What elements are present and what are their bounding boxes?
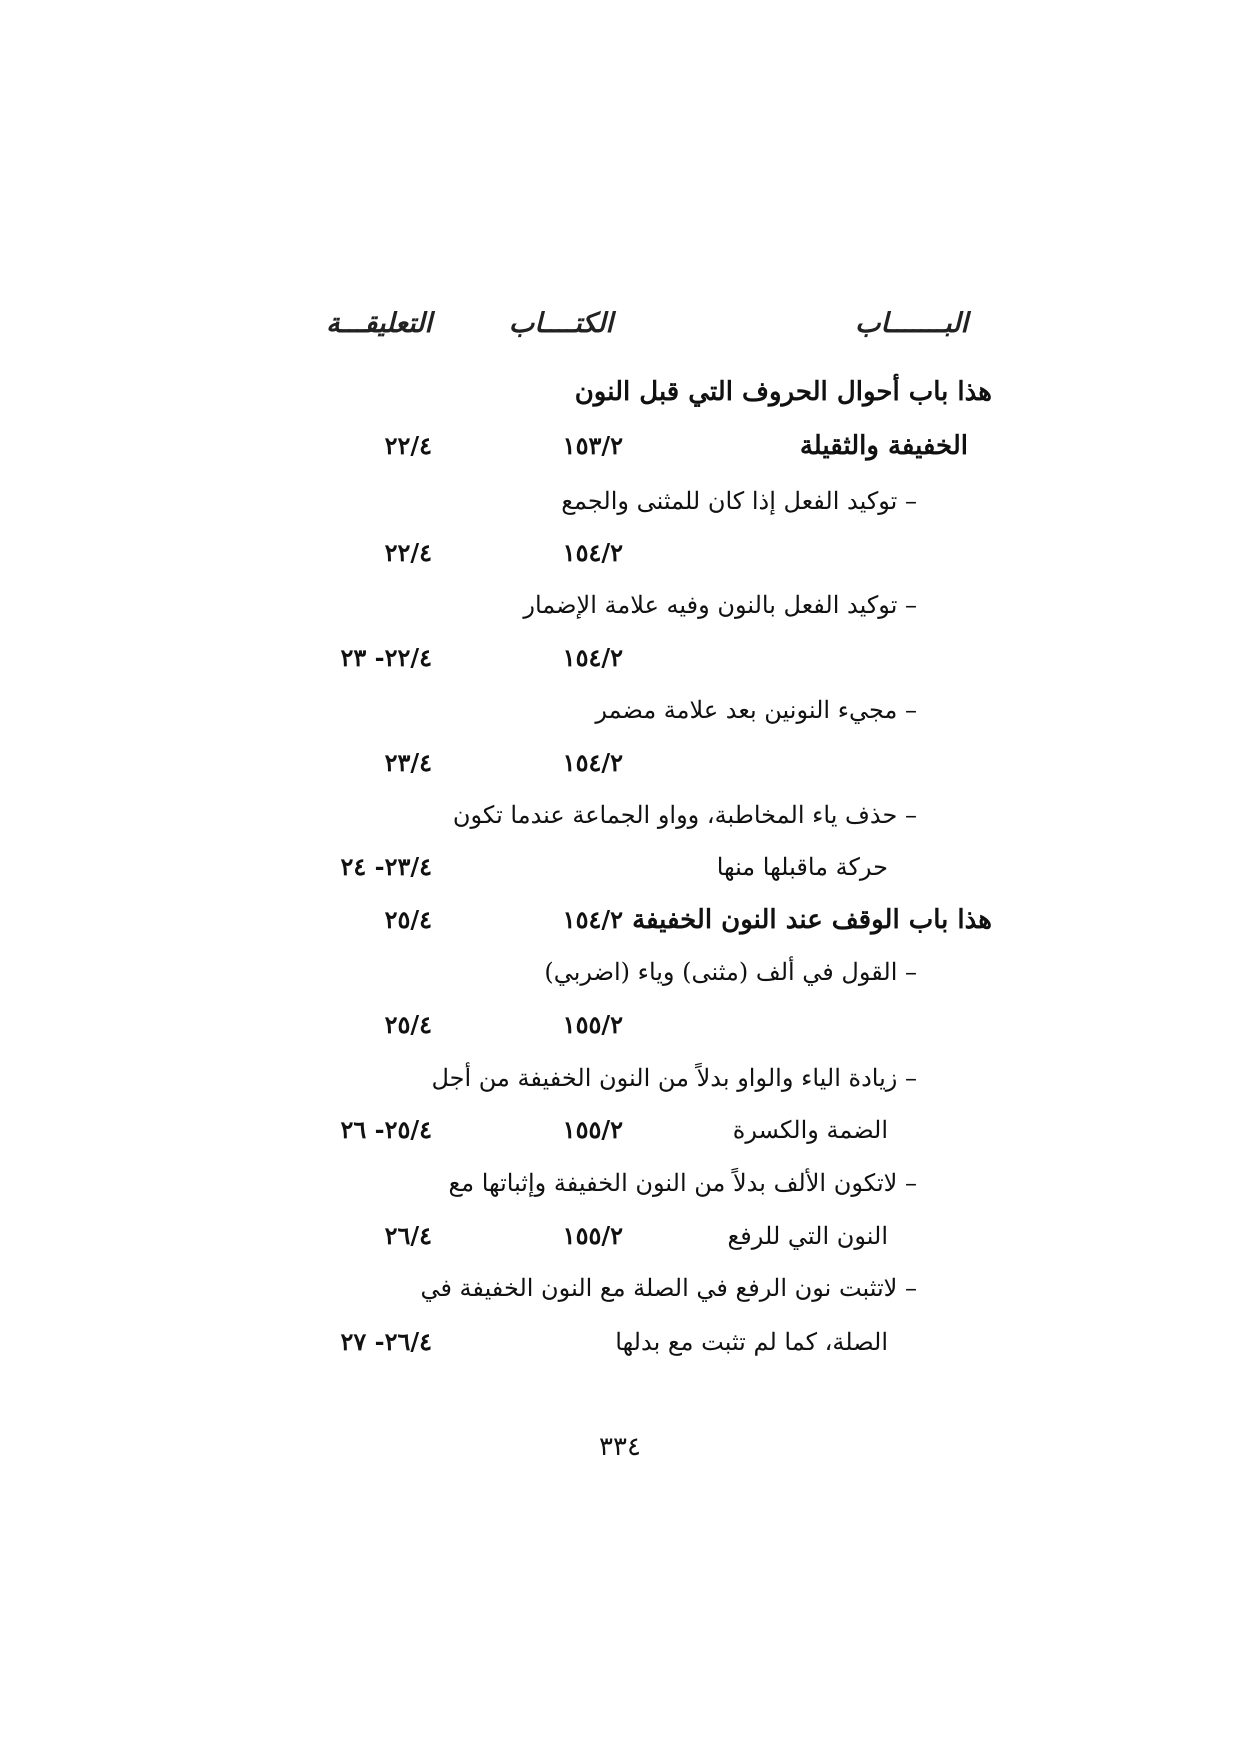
- index-row: [0, 479, 1240, 523]
- index-row: [0, 636, 1240, 680]
- kitab-ref: ١٥٤/٢: [562, 905, 623, 934]
- index-row: [0, 1266, 1240, 1310]
- kitab-ref: ١٥٥/٢: [562, 1010, 623, 1039]
- taliqa-ref: ٢٦/٤: [384, 1221, 432, 1250]
- taliqa-ref: ٢٥/٤- ٢٦: [340, 1115, 432, 1144]
- entry-text: – مجيء النونين بعد علامة مضمر: [595, 696, 917, 724]
- entry-text: – توكيد الفعل إذا كان للمثنى والجمع: [561, 487, 917, 515]
- entry-title: الخفيفة والثقيلة: [799, 431, 968, 461]
- taliqa-ref: ٢٦/٤- ٢٧: [340, 1327, 432, 1356]
- entry-text: – زيادة الياء والواو بدلاً من النون الخفيفة من أجل: [431, 1064, 917, 1092]
- taliqa-ref: ٢٢/٤- ٢٣: [340, 643, 432, 672]
- taliqa-ref: ٢٣/٤- ٢٤: [340, 852, 432, 881]
- entry-text: – حذف ياء المخاطبة، وواو الجماعة عندما تكون: [452, 801, 917, 829]
- entry-text: – توكيد الفعل بالنون وفيه علامة الإضمار: [523, 591, 917, 619]
- index-row: [0, 531, 1240, 575]
- taliqa-ref: ٢٥/٤: [384, 905, 432, 934]
- column-header-bab: البـــــــاب: [855, 308, 968, 339]
- taliqa-ref: ٢٢/٤: [384, 431, 432, 460]
- kitab-ref: ١٥٥/٢: [562, 1221, 623, 1250]
- entry-text: الصلة، كما لم تثبت مع بدلها: [615, 1328, 888, 1356]
- index-row: [0, 370, 1240, 414]
- taliqa-ref: ٢٢/٤: [384, 538, 432, 567]
- entry-text: – لاتثبت نون الرفع في الصلة مع النون الخفيفة في: [420, 1274, 917, 1302]
- index-row: [0, 845, 1240, 889]
- kitab-ref: ١٥٤/٢: [562, 748, 623, 777]
- kitab-ref: ١٥٤/٢: [562, 643, 623, 672]
- index-row: [0, 583, 1240, 627]
- index-row: [0, 950, 1240, 994]
- page-number: ٣٣٤: [599, 1432, 641, 1462]
- entry-text: النون التي للرفع: [727, 1222, 888, 1250]
- index-row: [0, 1161, 1240, 1205]
- index-row: [0, 1056, 1240, 1100]
- entry-text: – القول في ألف (مثنى) وياء (اضربي): [544, 958, 917, 986]
- column-header-kitab: الكتــــاب: [508, 308, 613, 339]
- taliqa-ref: ٢٥/٤: [384, 1010, 432, 1039]
- column-header-taliqa: التعليقـــة: [326, 308, 432, 339]
- index-row: [0, 1108, 1240, 1152]
- kitab-ref: ١٥٣/٢: [562, 431, 623, 460]
- entry-title: هذا باب أحوال الحروف التي قبل النون: [574, 377, 992, 407]
- entry-title: هذا باب الوقف عند النون الخفيفة: [632, 905, 992, 935]
- index-row: [0, 1003, 1240, 1047]
- index-row: [0, 1320, 1240, 1364]
- index-row: [0, 793, 1240, 837]
- taliqa-ref: ٢٣/٤: [384, 748, 432, 777]
- index-row: [0, 898, 1240, 942]
- entry-text: الضمة والكسرة: [732, 1116, 888, 1144]
- index-row: [0, 1214, 1240, 1258]
- kitab-ref: ١٥٤/٢: [562, 538, 623, 567]
- entry-text: حركة ماقبلها منها: [716, 853, 888, 881]
- kitab-ref: ١٥٥/٢: [562, 1115, 623, 1144]
- index-row: [0, 741, 1240, 785]
- index-row: [0, 424, 1240, 468]
- entry-text: – لاتكون الألف بدلاً من النون الخفيفة وإثباتها مع: [448, 1169, 917, 1197]
- index-row: [0, 688, 1240, 732]
